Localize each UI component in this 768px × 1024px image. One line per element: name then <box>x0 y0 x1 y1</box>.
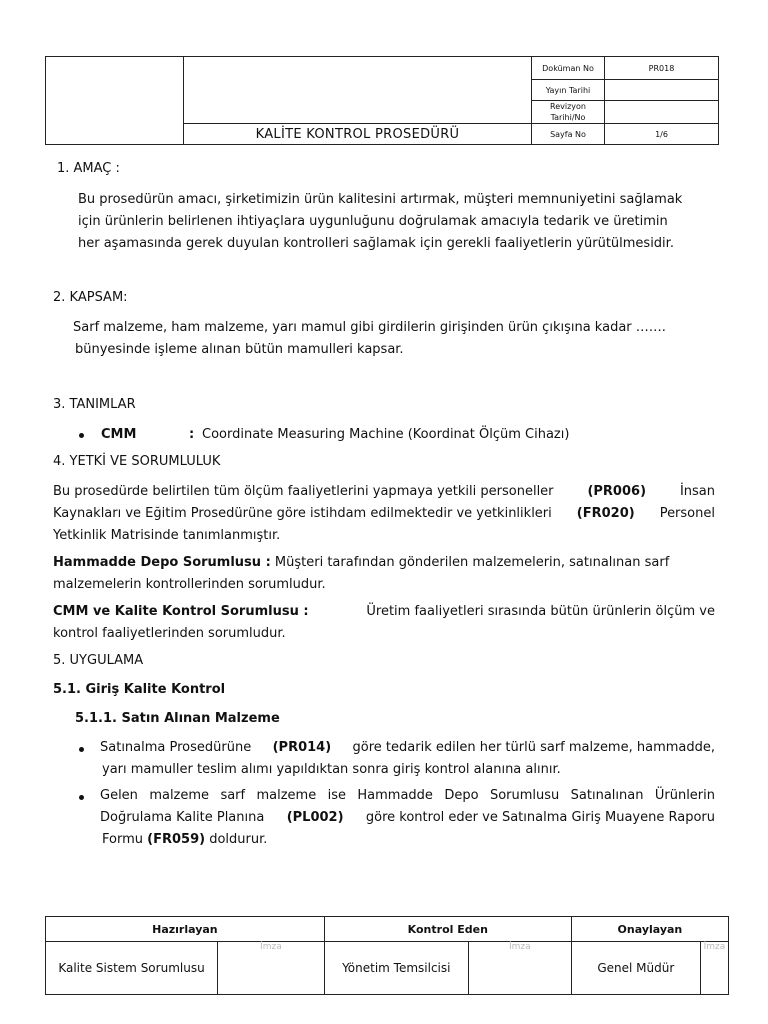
section-2-line: bünyesinde işleme alınan bütün mamulleri kapsar. <box>75 342 404 357</box>
approved-by-role: Genel Müdür <box>571 942 700 995</box>
section-1-line: Bu prosedürün amacı, şirketimizin ürün kalitesini artırmak, müşteri memnuniyetini sağlamak <box>78 192 683 207</box>
bullet-icon <box>79 433 84 438</box>
term-definition: Coordinate Measuring Machine (Koordinat Ölçüm Cihazı) <box>202 427 570 442</box>
prepared-by-role: Kalite Sistem Sorumlusu <box>46 942 218 995</box>
bullet-line: Gelen malzeme sarf malzeme ise Hammadde Depo Sorumlusu Satınalınan Ürünlerin <box>100 788 715 803</box>
approval-table <box>45 916 729 995</box>
prepared-by-signature: İmza <box>218 942 325 995</box>
section-4-paragraph-1 <box>53 481 715 547</box>
section-1-body <box>78 189 712 255</box>
revision-label-line2: Tarihi/No <box>550 113 586 122</box>
approved-by-signature: İmza <box>700 942 728 995</box>
section-5-1-heading: 5.1. Giriş Kalite Kontrol <box>53 682 226 697</box>
bullet-line: Doğrulama Kalite Planına (PL002) göre kontrol eder ve Satınalma Giriş Muayene Raporu <box>100 810 715 825</box>
paragraph-line: Kaynakları ve Eğitim Prosedürüne göre istihdam edilmektedir ve yetkinlikleri (FR020) Personel <box>53 506 715 521</box>
paragraph-line: CMM ve Kalite Kontrol Sorumlusu : Üretim faaliyetleri sırasında bütün ürünlerin ölçüm ve <box>53 604 715 619</box>
section-4-paragraph-2 <box>53 552 715 596</box>
pub-date-label: Yayın Tarihi <box>532 80 605 101</box>
bullet-line: Satınalma Prosedürüne (PR014) göre tedarik edilen her türlü sarf malzeme, hammadde, <box>100 740 715 755</box>
logo-cell <box>46 57 184 145</box>
paragraph-line: Yetkinlik Matrisinde tanımlanmıştır. <box>53 528 281 543</box>
doc-no-value: PR018 <box>605 57 719 80</box>
document-title: KALİTE KONTROL PROSEDÜRÜ <box>184 124 532 145</box>
section-1-line: her aşamasında gerek duyulan kontrolleri sağlamak için gerekli faaliyetlerin yürütülmesidir. <box>78 236 674 251</box>
paragraph-line: Hammadde Depo Sorumlusu : Müşteri tarafından gönderilen malzemelerin, satınalınan sarf <box>53 555 670 570</box>
section-5-heading: 5. UYGULAMA <box>53 653 144 668</box>
section-2-line: Sarf malzeme, ham malzeme, yarı mamul gibi girdilerin girişinden ürün çıkışına kadar ……. <box>73 320 666 335</box>
bullet-icon <box>79 747 84 752</box>
bullet-icon <box>79 795 84 800</box>
approved-by-header: Onaylayan <box>571 917 728 942</box>
paragraph-line: kontrol faaliyetlerinden sorumludur. <box>53 626 286 641</box>
section-2-body <box>73 317 717 361</box>
section-4-paragraph-3 <box>53 601 715 645</box>
checked-by-header: Kontrol Eden <box>324 917 571 942</box>
bullet-line: yarı mamuller teslim alımı yapıldıktan sonra giriş kontrol alanına alınır. <box>102 762 561 777</box>
pub-date-value <box>605 80 719 101</box>
revision-value <box>605 101 719 124</box>
section-2-heading: 2. KAPSAM: <box>53 290 128 305</box>
revision-label <box>532 101 605 124</box>
page-no-value: 1/6 <box>605 124 719 145</box>
section-1-heading: 1. AMAÇ : <box>57 161 120 176</box>
bullet-item-1 <box>100 737 715 781</box>
paragraph-line: malzemelerin kontrollerinden sorumludur. <box>53 577 326 592</box>
page-no-label: Sayfa No <box>532 124 605 145</box>
header-blank-cell <box>184 57 532 124</box>
document-header-table <box>45 56 719 145</box>
section-5-1-1-heading: 5.1.1. Satın Alınan Malzeme <box>75 711 280 726</box>
section-4-heading: 4. YETKİ VE SORUMLULUK <box>53 454 221 469</box>
term-cmm: CMM <box>101 427 137 442</box>
section-1-line: için ürünlerin belirlenen ihtiyaçlara uygunluğunu doğrulamak amacıyla tedarik ve üretimin <box>78 214 668 229</box>
prepared-by-header: Hazırlayan <box>46 917 325 942</box>
bullet-line: Formu (FR059) doldurur. <box>102 832 268 847</box>
checked-by-signature: İmza <box>468 942 571 995</box>
checked-by-role: Yönetim Temsilcisi <box>324 942 468 995</box>
paragraph-line: Bu prosedürde belirtilen tüm ölçüm faaliyetlerini yapmaya yetkili personeller (PR006) İnsan <box>53 484 715 499</box>
doc-no-label: Doküman No <box>532 57 605 80</box>
section-3-heading: 3. TANIMLAR <box>53 397 136 412</box>
revision-label-line1: Revizyon <box>550 102 586 111</box>
bullet-item-2 <box>100 785 715 851</box>
term-colon: : <box>189 427 195 442</box>
